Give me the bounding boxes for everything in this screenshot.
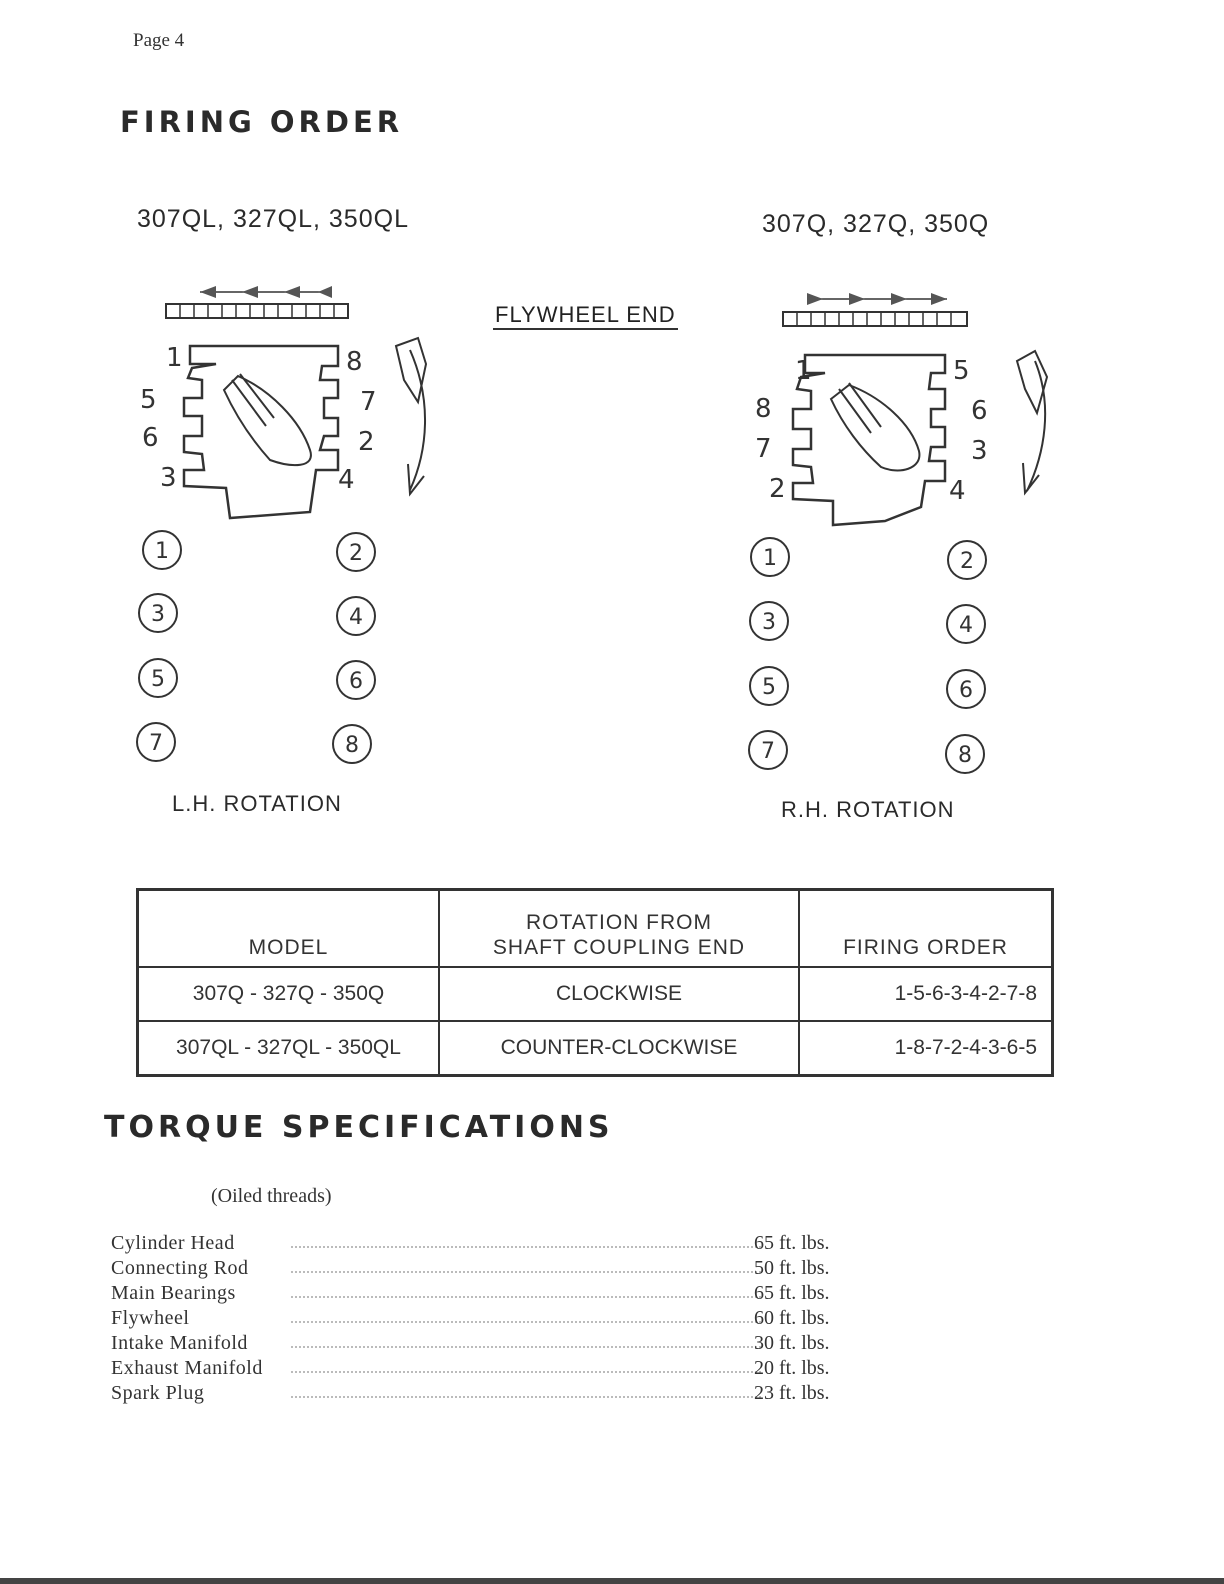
left-models-label: 307QL, 327QL, 350QL	[137, 205, 409, 233]
leader-dots	[291, 1371, 761, 1373]
terminal-label: 7	[755, 434, 772, 464]
terminal-label: 6	[142, 423, 159, 453]
cylinder-number: 6	[349, 669, 363, 694]
terminal-label: 2	[769, 474, 786, 504]
cylinder-number: 4	[959, 613, 973, 638]
terminal-label: 4	[949, 476, 966, 506]
flywheel-bar	[166, 286, 348, 318]
spec-name: Cylinder Head	[111, 1232, 235, 1254]
rh-rotation-diagram	[735, 285, 1065, 785]
cylinder-number: 4	[349, 605, 363, 630]
terminal-label: 5	[140, 385, 157, 415]
rotation-arrow	[1017, 351, 1047, 493]
firing-order-column-header: FIRING ORDER	[799, 890, 1053, 968]
cylinder-number: 3	[762, 610, 776, 635]
cylinder-number: 1	[763, 546, 777, 571]
spec-name: Spark Plug	[111, 1382, 205, 1404]
cylinder-number: 6	[959, 678, 973, 703]
rotation-cell: COUNTER-CLOCKWISE	[439, 1021, 799, 1076]
flywheel-end-label: FLYWHEEL END	[493, 302, 678, 330]
list-item	[111, 1357, 851, 1382]
terminal-label: 4	[338, 465, 355, 495]
rotation-header-line2: SHAFT COUPLING END	[492, 936, 746, 959]
terminal-label: 2	[358, 427, 375, 457]
terminal-label: 3	[160, 463, 177, 493]
lh-rotation-diagram	[120, 280, 420, 780]
cylinder-number: 7	[149, 731, 163, 756]
table-header-row	[138, 890, 1053, 968]
rotation-cell: CLOCKWISE	[439, 967, 799, 1021]
terminal-label: 1	[166, 343, 183, 373]
right-models-label: 307Q, 327Q, 350Q	[762, 210, 990, 238]
terminal-label: 8	[755, 394, 772, 424]
torque-spec-list	[111, 1232, 851, 1407]
cylinder-number: 8	[345, 733, 359, 758]
list-item	[111, 1257, 851, 1282]
leader-dots	[291, 1271, 761, 1273]
rotor	[831, 383, 919, 470]
spec-value: 60 ft. lbs.	[754, 1307, 830, 1329]
table-row	[138, 967, 1053, 1021]
firing-order-cell: 1-5-6-3-4-2-7-8	[799, 967, 1053, 1021]
left-terminals	[140, 343, 377, 495]
list-item	[111, 1307, 851, 1332]
terminal-label: 8	[346, 347, 363, 377]
distributor-cap	[793, 355, 945, 525]
spec-value: 65 ft. lbs.	[754, 1232, 830, 1254]
spec-value: 65 ft. lbs.	[754, 1282, 830, 1304]
cylinder-layout	[137, 531, 375, 763]
terminal-label: 5	[953, 356, 970, 386]
rh-rotation-label: R.H. ROTATION	[781, 797, 955, 822]
scan-edge	[0, 1578, 1224, 1584]
cylinder-number: 1	[155, 539, 169, 564]
right-terminals	[755, 356, 988, 506]
model-cell: 307Q - 327Q - 350Q	[138, 967, 440, 1021]
spec-value: 23 ft. lbs.	[754, 1382, 830, 1404]
terminal-label: 1	[795, 356, 812, 386]
table-row	[138, 1021, 1053, 1076]
firing-order-cell: 1-8-7-2-4-3-6-5	[799, 1021, 1053, 1076]
cylinder-number: 5	[151, 667, 165, 692]
leader-dots	[291, 1246, 761, 1248]
spec-name: Flywheel	[111, 1307, 190, 1329]
lh-rotation-label: L.H. ROTATION	[172, 791, 342, 816]
spec-name: Exhaust Manifold	[111, 1357, 263, 1379]
rotation-header-line1: ROTATION FROM	[525, 911, 713, 934]
cylinder-number: 7	[761, 739, 775, 764]
spec-name: Intake Manifold	[111, 1332, 248, 1354]
rotation-arrow	[396, 338, 426, 494]
spec-value: 50 ft. lbs.	[754, 1257, 830, 1279]
cylinder-number: 8	[958, 743, 972, 768]
list-item	[111, 1382, 851, 1407]
page-number: Page 4	[133, 30, 185, 51]
torque-specifications-heading: TORQUE SPECIFICATIONS	[104, 1110, 614, 1145]
model-cell: 307QL - 327QL - 350QL	[138, 1021, 440, 1076]
leader-dots	[291, 1396, 761, 1398]
cylinder-number: 2	[349, 541, 363, 566]
cylinder-number: 3	[151, 602, 165, 627]
oiled-threads-note: (Oiled threads)	[211, 1185, 332, 1207]
list-item	[111, 1332, 851, 1357]
rotation-column-header	[439, 890, 799, 968]
rotor	[224, 374, 311, 465]
list-item	[111, 1282, 851, 1307]
flywheel-bar	[783, 293, 967, 326]
firing-order-table	[136, 888, 1054, 1077]
terminal-label: 6	[971, 396, 988, 426]
spec-value: 20 ft. lbs.	[754, 1357, 830, 1379]
terminal-label: 3	[971, 436, 988, 466]
spec-name: Main Bearings	[111, 1282, 236, 1304]
model-column-header: MODEL	[138, 890, 440, 968]
cylinder-number: 2	[960, 549, 974, 574]
firing-order-heading: FIRING ORDER	[120, 105, 404, 139]
distributor-cap	[184, 346, 338, 518]
leader-dots	[291, 1346, 761, 1348]
leader-dots	[291, 1296, 761, 1298]
leader-dots	[291, 1321, 761, 1323]
cylinder-number: 5	[762, 675, 776, 700]
spec-name: Connecting Rod	[111, 1257, 249, 1279]
terminal-label: 7	[360, 387, 377, 417]
spec-value: 30 ft. lbs.	[754, 1332, 830, 1354]
list-item	[111, 1232, 851, 1257]
cylinder-layout	[749, 538, 986, 773]
